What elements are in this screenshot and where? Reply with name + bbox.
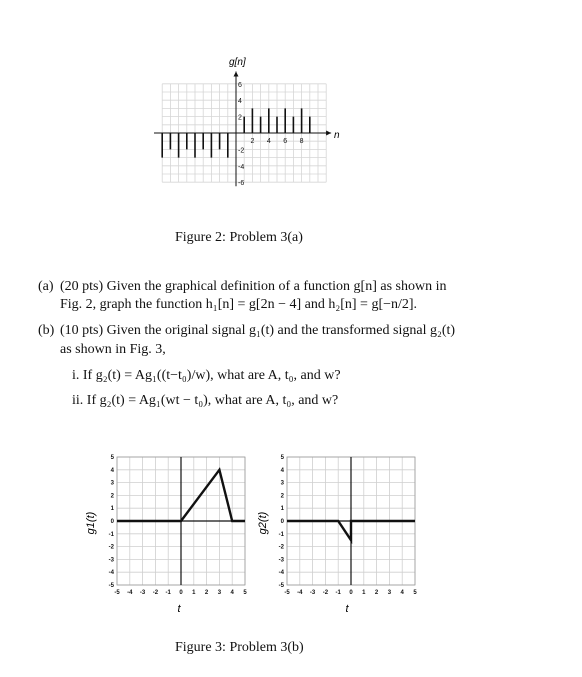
y-tick--1: -1 bbox=[108, 531, 114, 538]
y-axis-arrow bbox=[234, 72, 239, 77]
problem-b-line-1: (10 pts) Given the original signal g₁(t) and the transformed signal g₂(t) bbox=[60, 323, 456, 338]
x-tick--3: -3 bbox=[139, 590, 146, 596]
x-tick-0: 0 bbox=[179, 590, 183, 596]
x-tick--5: -5 bbox=[284, 590, 290, 596]
y-tick--2: -2 bbox=[278, 544, 284, 551]
y-tick-2: 2 bbox=[238, 114, 242, 122]
x-tick-1: 1 bbox=[362, 590, 366, 596]
y-tick-2: 2 bbox=[280, 493, 284, 500]
y-tick-0: 0 bbox=[110, 519, 114, 525]
y-tick--4: -4 bbox=[108, 570, 114, 577]
problem-b-line-2: as shown in Fig. 3, bbox=[60, 342, 166, 357]
x-tick--3: -3 bbox=[309, 590, 316, 596]
y-tick--4: -4 bbox=[238, 163, 245, 171]
y-tick--1: -1 bbox=[278, 531, 284, 538]
y-tick-1: 1 bbox=[110, 506, 114, 513]
figure-3-caption: Figure 3: Problem 3(b) bbox=[175, 640, 304, 655]
x-tick-4: 4 bbox=[230, 590, 234, 596]
plot-g1-xlabel: t bbox=[177, 603, 181, 615]
x-tick-2: 2 bbox=[250, 138, 255, 145]
item-ii-label: ii. bbox=[72, 393, 84, 408]
x-tick--2: -2 bbox=[152, 590, 159, 596]
y-tick--5: -5 bbox=[278, 583, 284, 589]
x-tick-1: 1 bbox=[192, 590, 196, 596]
y-tick-4: 4 bbox=[238, 98, 242, 106]
problem-b bbox=[38, 322, 455, 340]
y-tick-1: 1 bbox=[280, 506, 284, 513]
x-tick-2: 2 bbox=[374, 590, 379, 596]
plot-g1 bbox=[109, 455, 248, 596]
y-tick-5: 5 bbox=[110, 455, 114, 461]
x-tick-5: 5 bbox=[413, 590, 417, 596]
y-tick-6: 6 bbox=[238, 81, 242, 89]
plot-g2-ylabel: g2(t) bbox=[257, 511, 269, 535]
y-tick--3: -3 bbox=[278, 557, 284, 564]
y-tick-3: 3 bbox=[280, 480, 284, 487]
x-tick--5: -5 bbox=[114, 590, 120, 596]
x-tick-4: 4 bbox=[400, 590, 404, 596]
y-tick-0: 0 bbox=[280, 519, 284, 525]
item-i-text: If g₂(t) = Ag₁((t−t₀)/w), what are A, t₀, and w? bbox=[82, 368, 341, 383]
problem-a bbox=[38, 278, 446, 296]
plot-g2-xlabel: t bbox=[345, 603, 349, 615]
y-tick--2: -2 bbox=[238, 147, 245, 155]
problem-b-item-ii bbox=[72, 392, 338, 410]
x-tick-4: 4 bbox=[266, 138, 271, 145]
problem-b-label: (b) bbox=[38, 323, 55, 338]
x-tick-3: 3 bbox=[387, 590, 392, 596]
x-tick--4: -4 bbox=[297, 590, 303, 596]
item-i-label: i. bbox=[72, 368, 80, 383]
y-tick-4: 4 bbox=[280, 467, 284, 474]
x-tick-2: 2 bbox=[204, 590, 209, 596]
y-tick--5: -5 bbox=[108, 583, 114, 589]
figure-2-x-label: n bbox=[334, 130, 340, 141]
y-tick--3: -3 bbox=[108, 557, 114, 564]
x-tick-3: 3 bbox=[217, 590, 222, 596]
y-tick--2: -2 bbox=[108, 544, 114, 551]
item-ii-text: If g₂(t) = Ag₁(wt − t₀), what are A, t₀, and w? bbox=[86, 393, 339, 408]
problem-b-item-i bbox=[72, 367, 341, 385]
x-tick--2: -2 bbox=[322, 590, 329, 596]
x-tick-0: 0 bbox=[349, 590, 353, 596]
y-tick-2: 2 bbox=[110, 493, 114, 500]
figure-2-y-label: g[n] bbox=[229, 57, 246, 68]
x-tick--1: -1 bbox=[335, 590, 341, 596]
x-tick-8: 8 bbox=[299, 138, 304, 145]
problem-a-label: (a) bbox=[38, 279, 54, 294]
x-axis-arrow bbox=[326, 131, 331, 136]
x-tick--4: -4 bbox=[127, 590, 133, 596]
figure-3-plots bbox=[0, 445, 582, 625]
problem-a-line-2: Fig. 2, graph the function h₁[n] = g[2n − 4] and h₂[n] = g[−n/2]. bbox=[60, 297, 418, 312]
plot-g1-ylabel: g1(t) bbox=[85, 511, 97, 535]
problem-a-line-1: (20 pts) Given the graphical definition of a function g[n] as shown in bbox=[60, 279, 447, 294]
figure-2-caption: Figure 2: Problem 3(a) bbox=[175, 230, 303, 245]
x-tick--1: -1 bbox=[165, 590, 171, 596]
plot-g2 bbox=[279, 455, 418, 596]
y-tick--6: -6 bbox=[238, 180, 245, 188]
y-tick--4: -4 bbox=[278, 570, 284, 577]
signal-line bbox=[287, 521, 415, 540]
y-tick-3: 3 bbox=[110, 480, 114, 487]
figure-2-stem-plot bbox=[0, 0, 582, 220]
y-tick-5: 5 bbox=[280, 455, 284, 461]
x-tick-5: 5 bbox=[243, 590, 247, 596]
x-tick-6: 6 bbox=[283, 138, 288, 145]
y-tick-4: 4 bbox=[110, 467, 114, 474]
